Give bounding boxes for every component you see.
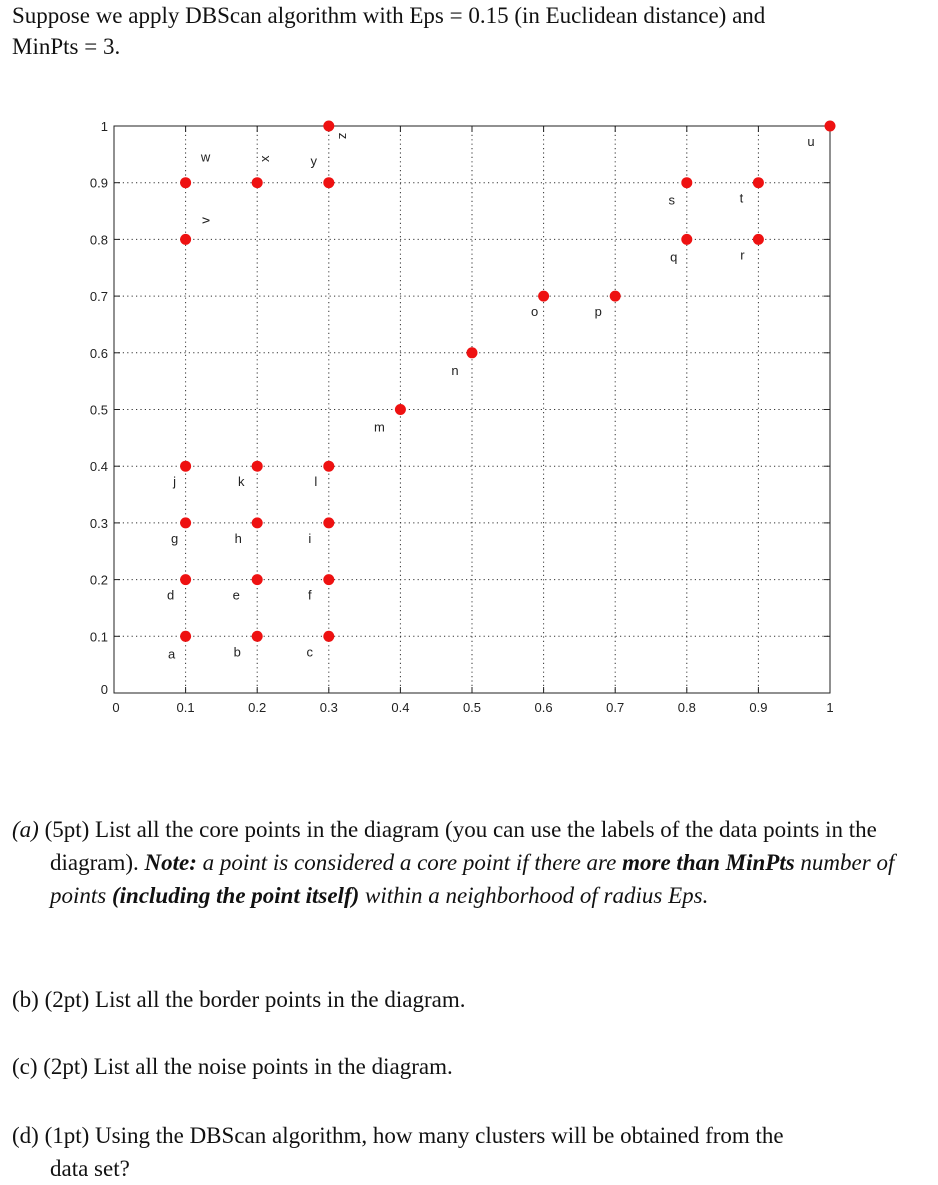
- point-label-c: c: [306, 644, 314, 660]
- point-d: [180, 574, 191, 585]
- point-label-m: m: [373, 419, 385, 435]
- y-tick-label: 0.8: [89, 232, 108, 248]
- question-a-text: (5pt) List all the core points in the diagram (you can use the labels of the data points in the diagram).: [38, 817, 877, 875]
- point-label-r: r: [740, 247, 745, 263]
- point-m: [395, 404, 406, 415]
- x-tick-label: 0.5: [462, 700, 482, 715]
- point-a: [180, 631, 191, 642]
- y-tick-label: 0.4: [89, 459, 108, 475]
- point-label-g: g: [170, 530, 179, 546]
- question-d-continuation: data set?: [50, 1156, 130, 1181]
- point-label-p: p: [594, 304, 602, 320]
- point-v: [180, 234, 191, 245]
- point-label-n: n: [451, 362, 459, 378]
- point-k: [252, 461, 263, 472]
- plot-frame: [114, 126, 830, 693]
- x-tick-label: 0.8: [677, 700, 696, 715]
- point-h: [252, 517, 263, 528]
- x-tick-label: 0.9: [749, 700, 768, 715]
- point-t: [753, 177, 764, 188]
- point-label-k: k: [237, 474, 245, 490]
- point-label-d: d: [166, 587, 175, 603]
- question-c: (c) (2pt) List all the noise points in the diagram.: [12, 1054, 453, 1079]
- point-label-h: h: [234, 530, 242, 546]
- question-a-note-bold-2: (including the point itself): [111, 883, 360, 908]
- y-tick-label: 0.3: [89, 515, 108, 531]
- x-tick-label: 0.7: [606, 700, 625, 715]
- point-l: [323, 461, 334, 472]
- point-layer: [167, 121, 836, 662]
- point-f: [323, 574, 334, 585]
- y-tick-label: 0.7: [89, 289, 108, 305]
- point-label-s: s: [668, 192, 676, 208]
- question-a-note-1: a point is considered a core point if there are: [196, 850, 623, 875]
- point-w: [180, 177, 191, 188]
- point-label-v: v: [197, 217, 213, 224]
- point-z: [323, 121, 334, 132]
- point-c: [323, 631, 334, 642]
- x-tick-label: 0.4: [391, 700, 410, 715]
- point-s: [681, 177, 692, 188]
- point-p: [610, 291, 621, 302]
- point-label-l: l: [314, 474, 318, 490]
- x-tick-label: 1: [826, 700, 834, 715]
- point-label-f: f: [307, 587, 312, 603]
- question-b: (b) (2pt) List all the border points in the diagram.: [12, 987, 466, 1012]
- intro-line-2: MinPts = 3.: [12, 34, 121, 59]
- point-b: [252, 631, 263, 642]
- point-label-u: u: [807, 134, 815, 149]
- x-tick-label: 0.3: [319, 700, 338, 715]
- question-a-marker: (a): [12, 817, 39, 842]
- point-label-b: b: [233, 644, 241, 660]
- point-e: [252, 574, 263, 585]
- question-d-text: (d) (1pt) Using the DBScan algorithm, how many clusters will be obtained from the: [12, 1123, 784, 1148]
- point-o: [538, 291, 549, 302]
- y-tick-label: 0: [100, 682, 108, 697]
- point-r: [753, 234, 764, 245]
- point-label-x: x: [257, 155, 273, 162]
- intro-line-1: Suppose we apply DBScan algorithm with Eps = 0.15 (in Euclidean distance) and: [12, 3, 766, 28]
- point-g: [180, 517, 191, 528]
- question-a-note-label: Note:: [144, 850, 197, 875]
- question-a-note-3: within a neighborhood of radius Eps.: [359, 883, 709, 908]
- question-a-note-bold-1: more than MinPts: [622, 850, 795, 875]
- question-a-note-2: number of points: [50, 850, 895, 908]
- y-tick-label: 0.9: [89, 175, 108, 191]
- y-tick-label: 0.2: [89, 572, 108, 588]
- point-label-w: w: [200, 149, 211, 165]
- point-q: [681, 234, 692, 245]
- y-tick-label: 0.5: [89, 402, 108, 418]
- y-tick-label: 0.6: [89, 345, 108, 361]
- point-label-a: a: [167, 646, 176, 662]
- point-j: [180, 461, 191, 472]
- point-label-t: t: [739, 190, 744, 206]
- point-u: [825, 121, 836, 132]
- point-label-j: j: [173, 474, 177, 490]
- x-tick-label: 0.2: [248, 700, 267, 715]
- point-y: [323, 177, 334, 188]
- point-label-z: z: [335, 132, 351, 140]
- x-tick-label: 0.1: [176, 700, 195, 715]
- x-tick-label: 0: [112, 700, 120, 715]
- point-x: [252, 177, 263, 188]
- x-tick-label: 0.6: [534, 700, 553, 715]
- point-label-o: o: [530, 304, 539, 320]
- point-i: [323, 517, 334, 528]
- point-label-e: e: [232, 587, 240, 603]
- question-a: [12, 813, 917, 912]
- point-label-q: q: [670, 249, 678, 265]
- grid-layer: [114, 126, 830, 693]
- question-d: [12, 1119, 917, 1185]
- point-label-i: i: [308, 530, 312, 546]
- y-tick-label: 0.1: [89, 629, 108, 645]
- point-label-y: y: [310, 153, 318, 169]
- y-tick-label: 1: [100, 119, 108, 134]
- tick-layer: [90, 119, 834, 715]
- point-n: [467, 347, 478, 358]
